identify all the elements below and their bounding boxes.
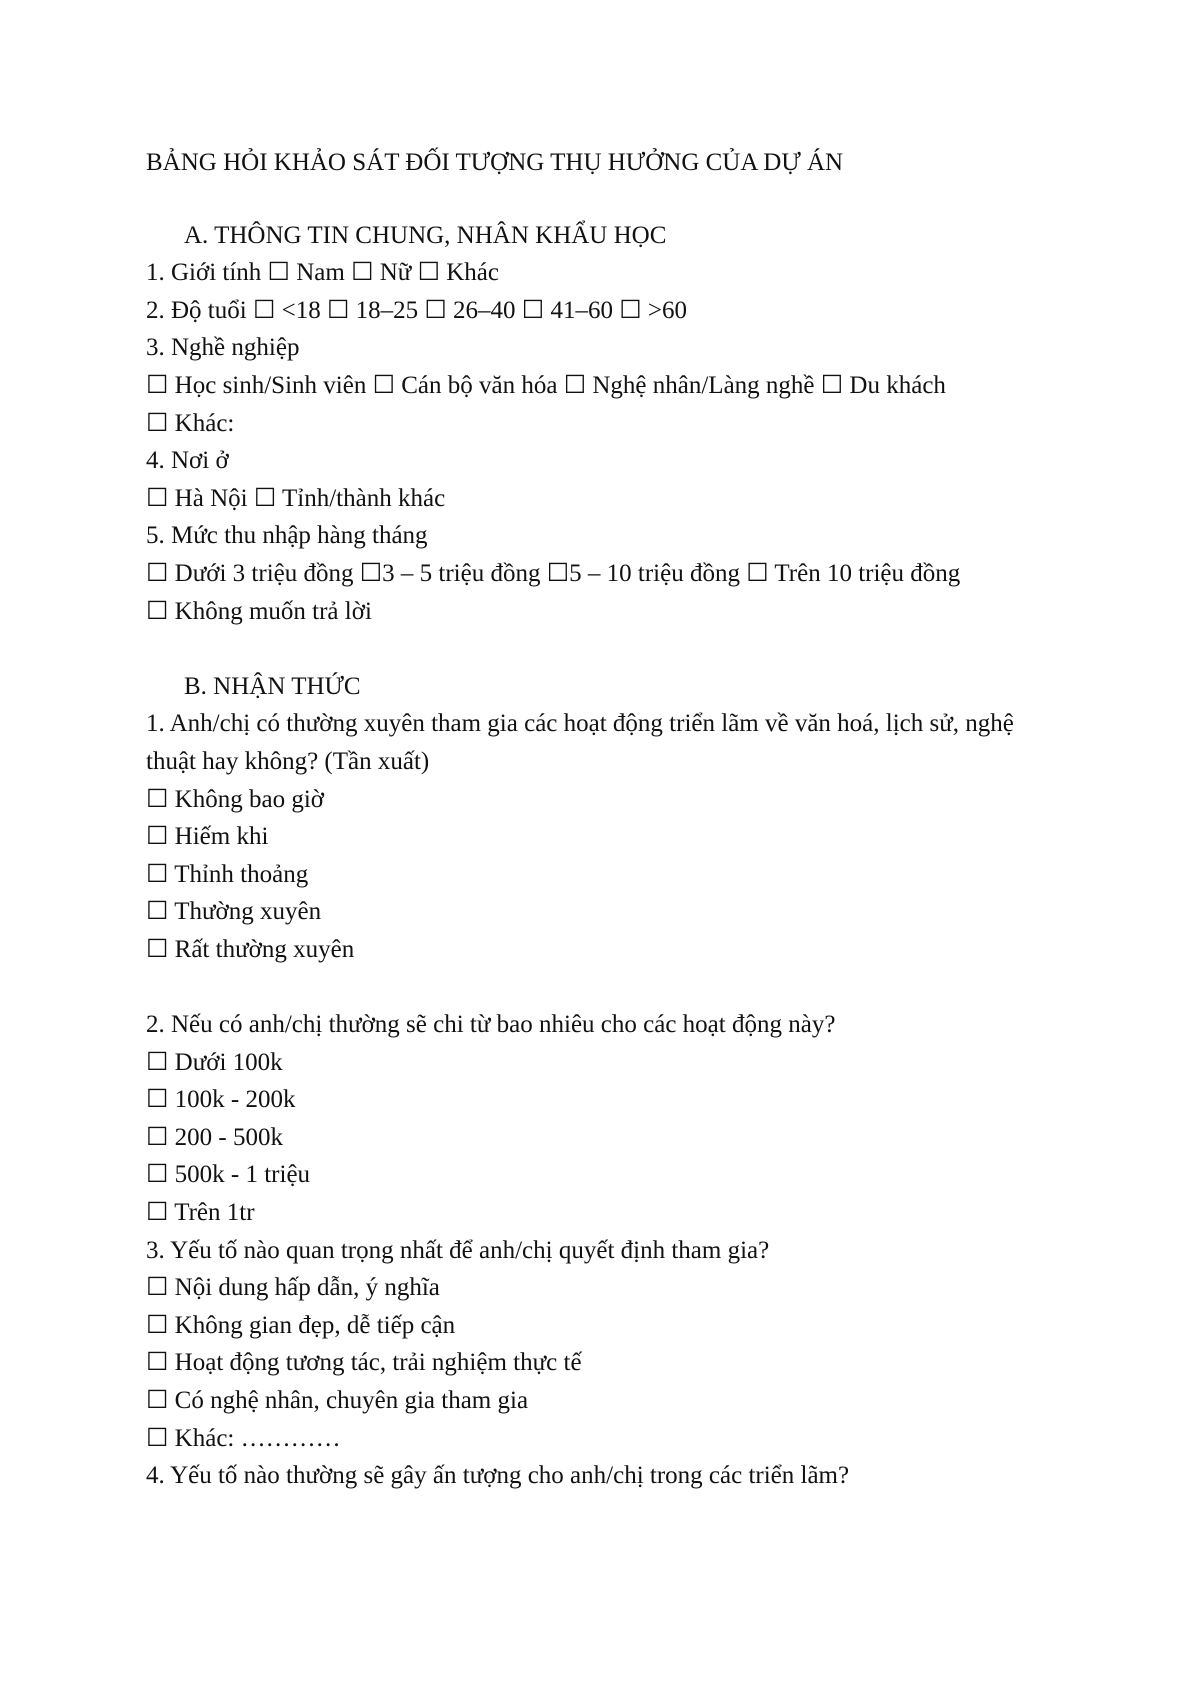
spacer	[146, 630, 1046, 668]
spacer	[146, 968, 1046, 1006]
impression-question: 4. Yếu tố nào thường sẽ gây ấn tượng cho anh/chị trong các triển lãm?	[146, 1462, 850, 1490]
factor-option: ☐ Nội dung hấp dẫn, ý nghĩa	[146, 1274, 440, 1302]
factor-option: ☐ Hoạt động tương tác, trải nghiệm thực tế	[146, 1349, 582, 1377]
spending-option: ☐ 500k - 1 triệu	[146, 1161, 311, 1189]
survey-content	[146, 144, 1046, 1495]
frequency-option: ☐ Thường xuyên	[146, 898, 322, 926]
factor-option: ☐ Khác: …………	[146, 1424, 341, 1452]
spending-option: ☐ Trên 1tr	[146, 1199, 255, 1227]
income-question: 5. Mức thu nhập hàng tháng	[146, 522, 428, 550]
factor-option: ☐ Không gian đẹp, dễ tiếp cận	[146, 1311, 456, 1339]
frequency-option: ☐ Thỉnh thoảng	[146, 860, 309, 888]
spending-option: ☐ Dưới 100k	[146, 1048, 283, 1076]
occupation-other-option: ☐ Khác:	[146, 409, 235, 437]
spacer	[146, 182, 1046, 217]
section-a-heading: A. THÔNG TIN CHUNG, NHÂN KHẨU HỌC	[184, 221, 667, 249]
occupation-options: ☐ Học sinh/Sinh viên ☐ Cán bộ văn hóa ☐ Nghệ nhân/Làng nghề ☐ Du khách	[146, 371, 946, 399]
income-options: ☐ Dưới 3 triệu đồng ☐3 – 5 triệu đồng ☐5 – 10 triệu đồng ☐ Trên 10 triệu đồng	[146, 559, 961, 587]
age-question: 2. Độ tuổi ☐ <18 ☐ 18–25 ☐ 26–40 ☐ 41–60 ☐ >60	[146, 296, 687, 324]
occupation-question: 3. Nghề nghiệp	[146, 334, 300, 362]
spending-question: 2. Nếu có anh/chị thường sẽ chi từ bao nhiêu cho các hoạt động này?	[146, 1011, 836, 1039]
spending-option: ☐ 200 - 500k	[146, 1123, 283, 1151]
factor-option: ☐ Có nghệ nhân, chuyên gia tham gia	[146, 1387, 529, 1414]
document-title: BẢNG HỎI KHẢO SÁT ĐỐI TƯỢNG THỤ HƯỞNG CỦA DỰ ÁN	[146, 149, 844, 176]
residence-options: ☐ Hà Nội ☐ Tỉnh/thành khác	[146, 484, 446, 512]
residence-question: 4. Nơi ở	[146, 447, 229, 475]
gender-question: 1. Giới tính ☐ Nam ☐ Nữ ☐ Khác	[146, 259, 499, 287]
income-no-answer-option: ☐ Không muốn trả lời	[146, 597, 372, 625]
frequency-option: ☐ Không bao giờ	[146, 785, 324, 813]
frequency-option: ☐ Hiếm khi	[146, 823, 269, 851]
frequency-question: 1. Anh/chị có thường xuyên tham gia các hoạt động triển lãm về văn hoá, lịch sử, nghệ thuật hay không? (Tần xuất)	[146, 710, 1014, 775]
factor-question: 3. Yếu tố nào quan trọng nhất để anh/chị quyết định tham gia?	[146, 1236, 770, 1264]
spending-option: ☐ 100k - 200k	[146, 1086, 296, 1114]
frequency-option: ☐ Rất thường xuyên	[146, 935, 355, 963]
section-b-heading: B. NHẬN THỨC	[184, 672, 361, 700]
